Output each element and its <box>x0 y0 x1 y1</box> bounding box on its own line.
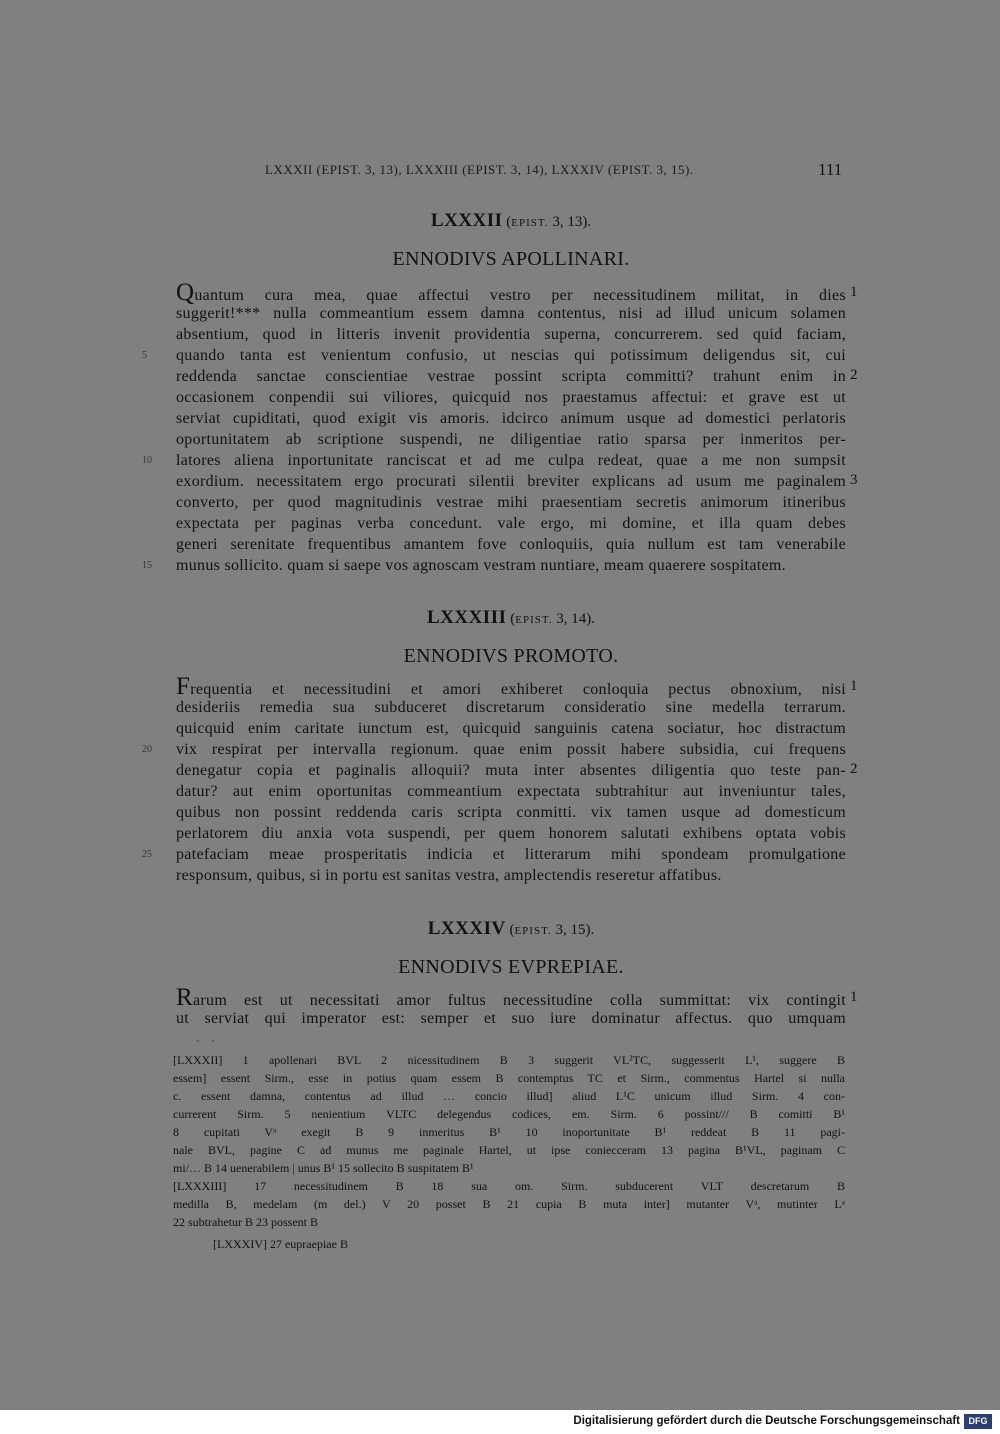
line-number: 25 <box>142 849 152 860</box>
line-number: 20 <box>142 744 152 755</box>
letter-number: LXXXII <box>430 210 503 231</box>
dfg-logo: DFG <box>964 1414 992 1429</box>
epist-ref: (EPIST. 3, 13). <box>502 214 592 230</box>
letter-title: ENNODIVS APOLLINARI. <box>392 248 630 270</box>
body-line: Rarum est ut necessitati amor fultus necessitudine colla summittat: vix contingit <box>176 984 846 1011</box>
letter-number: LXXXIV <box>427 918 506 939</box>
line-number: 5 <box>142 350 147 361</box>
body-line: quibus non possint reddenda caris scripta conmitti. vix tamen usque ad domesticum <box>176 804 846 821</box>
apparatus-line: 22 subtrahetur B 23 possent B <box>173 1215 318 1229</box>
body-line: responsum, quibus, si in portu est sanitas vestra, amplectendis reseretur affatibus. <box>176 867 722 884</box>
page-number: 111 <box>818 160 843 179</box>
epist-ref: (EPIST. 3, 14). <box>506 611 596 627</box>
line-number: 10 <box>142 455 152 466</box>
body-line: converto, per quod magnitudinis vestrae mihi praesentiam secretis animorum itineribus <box>176 494 846 511</box>
apparatus-line: c. essent damna, contentus ad illud … concio illud] aliud L¹C unicum illud Sirm. 4 con- <box>173 1089 845 1103</box>
apparatus-line: nale BVL, pagine C ad munus me paginale Hartel, ut ipse coniecceram 13 pagina B¹VL, paginam C <box>173 1143 845 1157</box>
footer-bar <box>0 1410 1000 1434</box>
letter-number-heading <box>0 607 1000 629</box>
body-line: datur? aut enim oportunitas commeantium expectata subtrahitur aut inveniuntur tales, <box>176 783 846 800</box>
body-line: vix respirat per intervalla regionum. quae enim possit habere subsidia, cui frequens <box>176 741 846 758</box>
separator-dashes: - - <box>196 1034 219 1047</box>
body-line: munus sollicito. quam si saepe vos agnoscam vestram nuntiare, meam quaerere sospitatem. <box>176 557 786 574</box>
apparatus-line: [LXXXII] 1 apollenari BVL 2 nicessitudinem B 3 suggerit VL²TC, suggesserit L¹, suggere B <box>173 1053 845 1067</box>
apparatus-line: 8 cupitati Vᵃ exegit B 9 inmeritus B¹ 10 inoportunitate B¹ reddeat B 11 pagi- <box>173 1125 845 1139</box>
section-marker: 1 <box>850 989 858 1005</box>
line-number: 15 <box>142 560 152 571</box>
body-line: quicquid enim caritate iunctum est, quicquid sanguinis catena sociatur, hoc distractum <box>176 720 846 737</box>
body-line: occasionem conpendii sui viliores, quicquid nos praestamus affectui: et grave est ut <box>176 389 846 406</box>
section-marker: 1 <box>850 284 858 300</box>
apparatus-line: [LXXXIV] 27 eupraepiae B <box>213 1237 348 1251</box>
apparatus-line: mi/… B 14 uenerabilem | unus B¹ 15 sollecito B suspitatem B¹ <box>173 1161 474 1175</box>
body-line: ut serviat qui imperator est: semper et suo iure dominatur affectus. quo umquam <box>176 1010 846 1027</box>
body-line: Frequentia et necessitudini et amori exhiberet conloquia pectus obnoxium, nisi <box>176 673 846 700</box>
letter-title: ENNODIVS PROMOTO. <box>403 645 619 667</box>
body-line: suggerit!*** nulla commeantium essem damna contentus, nisi ad illud unicum solamen <box>176 305 846 322</box>
apparatus-line: medilla B, medelam (m del.) V 20 posset B 21 cupia B muta inter] mutanter Vᵃ, mutinter Lᵃ <box>173 1197 845 1211</box>
body-line: denegatur copia et paginalis alloquii? muta inter absentes diligentia quo teste pan- <box>176 762 846 779</box>
body-line: quando tanta est venientum confusio, ut nescias qui potissimum deligendus sit, cui <box>176 347 846 364</box>
epist-ref: (EPIST. 3, 15). <box>505 922 595 938</box>
body-line: exordium. necessitatem ergo procurati silentii breviter explicans ad usum me paginalem <box>176 473 846 490</box>
body-line: generi serenitate frequentibus amantem fove conloquiis, quia nullum est tam venerabile <box>176 536 846 553</box>
body-line: reddenda sanctae conscientiae vestrae possint scripta committi? trahunt enim in <box>176 368 846 385</box>
body-line: latores aliena inportunitate ranciscat et ad me culpa redeat, quae a me non sumpsit <box>176 452 846 469</box>
apparatus-line: currerent Sirm. 5 nenientium VLTC delegendus codices, em. Sirm. 6 possint/// B comitti B¹ <box>173 1107 845 1121</box>
letter-number: LXXXIII <box>426 607 507 628</box>
funding-notice: Digitalisierung gefördert durch die Deutsche Forschungsgemeinschaft <box>573 1415 960 1427</box>
body-line: desideriis remedia sua subduceret discretarum consideratio sine medella terrarum. <box>176 699 846 716</box>
section-marker: 1 <box>850 678 858 694</box>
body-line: patefaciam meae prosperitatis indicia et litterarum mihi spondeam promulgatione <box>176 846 846 863</box>
body-line: serviat cupiditati, quod exigit vis amoris. idcirco animum usque ad domestici perlatoris <box>176 410 846 427</box>
running-head: LXXXII (EPIST. 3, 13), LXXXIII (EPIST. 3, 14), LXXXIV (EPIST. 3, 15). <box>265 162 694 177</box>
body-line: expectata per paginas verba concedunt. vale ergo, mi domine, et illa quam debes <box>176 515 846 532</box>
initial-letter: Q <box>176 279 195 306</box>
section-marker: 3 <box>850 472 858 488</box>
letter-number-heading <box>0 918 1000 940</box>
section-marker: 2 <box>850 367 858 383</box>
apparatus-line: [LXXXIII] 17 necessitudinem B 18 sua om. Sirm. subducerent VLT descretarum B <box>173 1179 845 1193</box>
body-line: perlatorem diu anxia vota suspendi, per quem honorem salutati exhibens optata vobis <box>176 825 846 842</box>
initial-letter: R <box>176 984 193 1011</box>
section-marker: 2 <box>850 761 858 777</box>
letter-number-heading <box>0 210 1000 232</box>
body-line: absentium, quod in litteris invenit providentia superna, concurrerem. sed quid faciam, <box>176 326 846 343</box>
body-line: Quantum cura mea, quae affectui vestro per necessitudinem militat, in dies <box>176 279 846 306</box>
initial-letter: F <box>176 673 191 700</box>
letter-title: ENNODIVS EVPREPIAE. <box>398 956 624 978</box>
body-line: oportunitatem ab scriptione suspendi, ne diligentiae ratio sparsa per inmeritos per- <box>176 431 846 448</box>
apparatus-line: essem] essent Sirm., esse in potius quam essem B contemptus TC et Sirm., commentus Hartel si nulla <box>173 1071 845 1085</box>
